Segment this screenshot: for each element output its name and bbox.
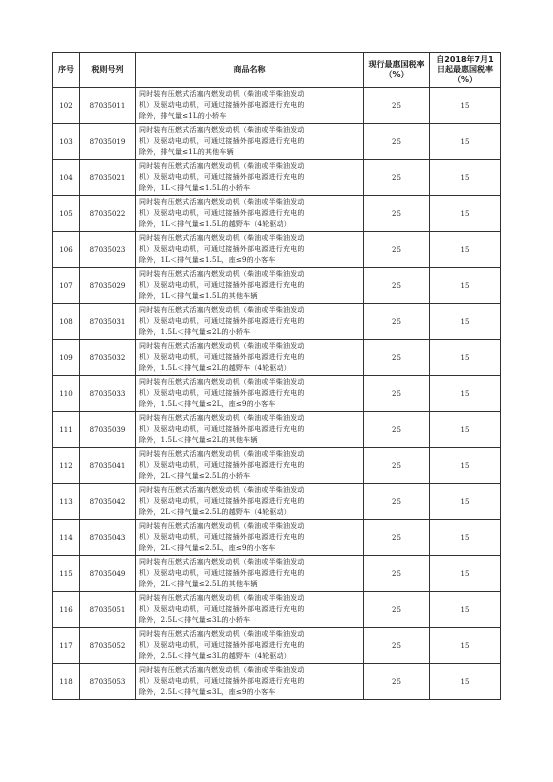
cell-new-rate: 15 bbox=[430, 484, 501, 520]
cell-product-name: 同时装有压燃式活塞内燃发动机（柴油或半柴油发动 机）及驱动电动机，可通过接插外部电源进行充电的 除外，2L＜排气量≤2.5L的越野车（4轮驱动） bbox=[136, 484, 364, 520]
table-row bbox=[53, 412, 501, 448]
cell-product-name: 同时装有压燃式活塞内燃发动机（柴油或半柴油发动 机）及驱动电动机，可通过接插外部电源进行充电的 除外，1L＜排气量≤1.5L的越野车（4轮驱动） bbox=[136, 196, 364, 232]
cell-tariff-code: 87035039 bbox=[80, 412, 136, 448]
cell-product-name: 同时装有压燃式活塞内燃发动机（柴油或半柴油发动 机）及驱动电动机，可通过接插外部电源进行充电的 除外，1.5L＜排气量≤2L的其他车辆 bbox=[136, 412, 364, 448]
cell-tariff-code: 87035033 bbox=[80, 376, 136, 412]
cell-tariff-code: 87035031 bbox=[80, 304, 136, 340]
table-row bbox=[53, 88, 501, 124]
header-seq: 序号 bbox=[53, 53, 80, 88]
cell-seq: 114 bbox=[53, 520, 80, 556]
cell-current-rate: 25 bbox=[364, 628, 430, 664]
table-row bbox=[53, 592, 501, 628]
cell-new-rate: 15 bbox=[430, 268, 501, 304]
cell-new-rate: 15 bbox=[430, 304, 501, 340]
table-row bbox=[53, 304, 501, 340]
cell-new-rate: 15 bbox=[430, 592, 501, 628]
cell-product-name: 同时装有压燃式活塞内燃发动机（柴油或半柴油发动 机）及驱动电动机，可通过接插外部电源进行充电的 除外，2L＜排气量≤2.5L的小轿车 bbox=[136, 448, 364, 484]
cell-product-name: 同时装有压燃式活塞内燃发动机（柴油或半柴油发动 机）及驱动电动机，可通过接插外部电源进行充电的 除外，1L＜排气量≤1.5L的小轿车 bbox=[136, 160, 364, 196]
cell-current-rate: 25 bbox=[364, 340, 430, 376]
cell-current-rate: 25 bbox=[364, 412, 430, 448]
cell-current-rate: 25 bbox=[364, 448, 430, 484]
cell-seq: 107 bbox=[53, 268, 80, 304]
cell-product-name: 同时装有压燃式活塞内燃发动机（柴油或半柴油发动 机）及驱动电动机，可通过接插外部电源进行充电的 除外，1.5L＜排气量≤2L，座≤9的小客车 bbox=[136, 376, 364, 412]
cell-tariff-code: 87035053 bbox=[80, 664, 136, 700]
cell-new-rate: 15 bbox=[430, 88, 501, 124]
table-row bbox=[53, 232, 501, 268]
cell-new-rate: 15 bbox=[430, 628, 501, 664]
cell-product-name: 同时装有压燃式活塞内燃发动机（柴油或半柴油发动 机）及驱动电动机，可通过接插外部电源进行充电的 除外，1L＜排气量≤1.5L，座≤9的小客车 bbox=[136, 232, 364, 268]
cell-seq: 106 bbox=[53, 232, 80, 268]
header-product-name: 商品名称 bbox=[136, 53, 364, 88]
cell-current-rate: 25 bbox=[364, 268, 430, 304]
cell-current-rate: 25 bbox=[364, 196, 430, 232]
cell-current-rate: 25 bbox=[364, 484, 430, 520]
cell-seq: 103 bbox=[53, 124, 80, 160]
header-tariff-code: 税则号列 bbox=[80, 53, 136, 88]
cell-seq: 111 bbox=[53, 412, 80, 448]
cell-new-rate: 15 bbox=[430, 664, 501, 700]
cell-seq: 104 bbox=[53, 160, 80, 196]
cell-tariff-code: 87035049 bbox=[80, 556, 136, 592]
cell-tariff-code: 87035022 bbox=[80, 196, 136, 232]
table-row bbox=[53, 376, 501, 412]
table-row bbox=[53, 448, 501, 484]
cell-current-rate: 25 bbox=[364, 88, 430, 124]
cell-new-rate: 15 bbox=[430, 520, 501, 556]
cell-seq: 118 bbox=[53, 664, 80, 700]
cell-seq: 102 bbox=[53, 88, 80, 124]
cell-seq: 112 bbox=[53, 448, 80, 484]
cell-product-name: 同时装有压燃式活塞内燃发动机（柴油或半柴油发动 机）及驱动电动机，可通过接插外部电源进行充电的 除外，2.5L＜排气量≤3L的小轿车 bbox=[136, 592, 364, 628]
table-header-row bbox=[53, 53, 501, 88]
cell-product-name: 同时装有压燃式活塞内燃发动机（柴油或半柴油发动 机）及驱动电动机，可通过接插外部电源进行充电的 除外，排气量≤1L的小轿车 bbox=[136, 88, 364, 124]
cell-tariff-code: 87035043 bbox=[80, 520, 136, 556]
cell-product-name: 同时装有压燃式活塞内燃发动机（柴油或半柴油发动 机）及驱动电动机，可通过接插外部电源进行充电的 除外，2L＜排气量≤2.5L，座≤9的小客车 bbox=[136, 520, 364, 556]
cell-seq: 108 bbox=[53, 304, 80, 340]
cell-product-name: 同时装有压燃式活塞内燃发动机（柴油或半柴油发动 机）及驱动电动机，可通过接插外部电源进行充电的 除外，2.5L＜排气量≤3L，座≤9的小客车 bbox=[136, 664, 364, 700]
cell-seq: 113 bbox=[53, 484, 80, 520]
cell-current-rate: 25 bbox=[364, 304, 430, 340]
cell-new-rate: 15 bbox=[430, 376, 501, 412]
cell-product-name: 同时装有压燃式活塞内燃发动机（柴油或半柴油发动 机）及驱动电动机，可通过接插外部电源进行充电的 除外，2L＜排气量≤2.5L的其他车辆 bbox=[136, 556, 364, 592]
header-current-rate: 现行最惠国税率（%） bbox=[364, 53, 430, 88]
cell-current-rate: 25 bbox=[364, 592, 430, 628]
cell-current-rate: 25 bbox=[364, 664, 430, 700]
table-row bbox=[53, 484, 501, 520]
cell-new-rate: 15 bbox=[430, 340, 501, 376]
cell-current-rate: 25 bbox=[364, 376, 430, 412]
cell-new-rate: 15 bbox=[430, 556, 501, 592]
table-row bbox=[53, 340, 501, 376]
table-row bbox=[53, 268, 501, 304]
cell-product-name: 同时装有压燃式活塞内燃发动机（柴油或半柴油发动 机）及驱动电动机，可通过接插外部电源进行充电的 除外，1L＜排气量≤1.5L的其他车辆 bbox=[136, 268, 364, 304]
table-row bbox=[53, 520, 501, 556]
cell-current-rate: 25 bbox=[364, 232, 430, 268]
cell-tariff-code: 87035023 bbox=[80, 232, 136, 268]
cell-tariff-code: 87035042 bbox=[80, 484, 136, 520]
cell-product-name: 同时装有压燃式活塞内燃发动机（柴油或半柴油发动 机）及驱动电动机，可通过接插外部电源进行充电的 除外，1.5L＜排气量≤2L的越野车（4轮驱动） bbox=[136, 340, 364, 376]
table-row bbox=[53, 160, 501, 196]
cell-seq: 116 bbox=[53, 592, 80, 628]
table-row bbox=[53, 556, 501, 592]
cell-tariff-code: 87035019 bbox=[80, 124, 136, 160]
header-new-rate: 自2018年7月1日起最惠国税率（%） bbox=[430, 53, 501, 88]
cell-current-rate: 25 bbox=[364, 124, 430, 160]
table-row bbox=[53, 196, 501, 232]
cell-current-rate: 25 bbox=[364, 556, 430, 592]
cell-current-rate: 25 bbox=[364, 520, 430, 556]
table-row bbox=[53, 628, 501, 664]
table-row bbox=[53, 664, 501, 700]
cell-tariff-code: 87035052 bbox=[80, 628, 136, 664]
cell-new-rate: 15 bbox=[430, 124, 501, 160]
tariff-sheet bbox=[52, 52, 500, 700]
cell-new-rate: 15 bbox=[430, 448, 501, 484]
cell-new-rate: 15 bbox=[430, 160, 501, 196]
cell-new-rate: 15 bbox=[430, 232, 501, 268]
cell-tariff-code: 87035029 bbox=[80, 268, 136, 304]
cell-seq: 105 bbox=[53, 196, 80, 232]
cell-current-rate: 25 bbox=[364, 160, 430, 196]
cell-product-name: 同时装有压燃式活塞内燃发动机（柴油或半柴油发动 机）及驱动电动机，可通过接插外部电源进行充电的 除外，1.5L＜排气量≤2L的小轿车 bbox=[136, 304, 364, 340]
cell-tariff-code: 87035021 bbox=[80, 160, 136, 196]
cell-tariff-code: 87035051 bbox=[80, 592, 136, 628]
cell-seq: 110 bbox=[53, 376, 80, 412]
cell-seq: 109 bbox=[53, 340, 80, 376]
cell-tariff-code: 87035041 bbox=[80, 448, 136, 484]
tariff-table bbox=[52, 52, 501, 700]
cell-seq: 117 bbox=[53, 628, 80, 664]
cell-product-name: 同时装有压燃式活塞内燃发动机（柴油或半柴油发动 机）及驱动电动机，可通过接插外部电源进行充电的 除外，排气量≤1L的其他车辆 bbox=[136, 124, 364, 160]
cell-new-rate: 15 bbox=[430, 196, 501, 232]
cell-new-rate: 15 bbox=[430, 412, 501, 448]
cell-tariff-code: 87035011 bbox=[80, 88, 136, 124]
cell-product-name: 同时装有压燃式活塞内燃发动机（柴油或半柴油发动 机）及驱动电动机，可通过接插外部电源进行充电的 除外，2.5L＜排气量≤3L的越野车（4轮驱动） bbox=[136, 628, 364, 664]
cell-seq: 115 bbox=[53, 556, 80, 592]
cell-tariff-code: 87035032 bbox=[80, 340, 136, 376]
table-row bbox=[53, 124, 501, 160]
